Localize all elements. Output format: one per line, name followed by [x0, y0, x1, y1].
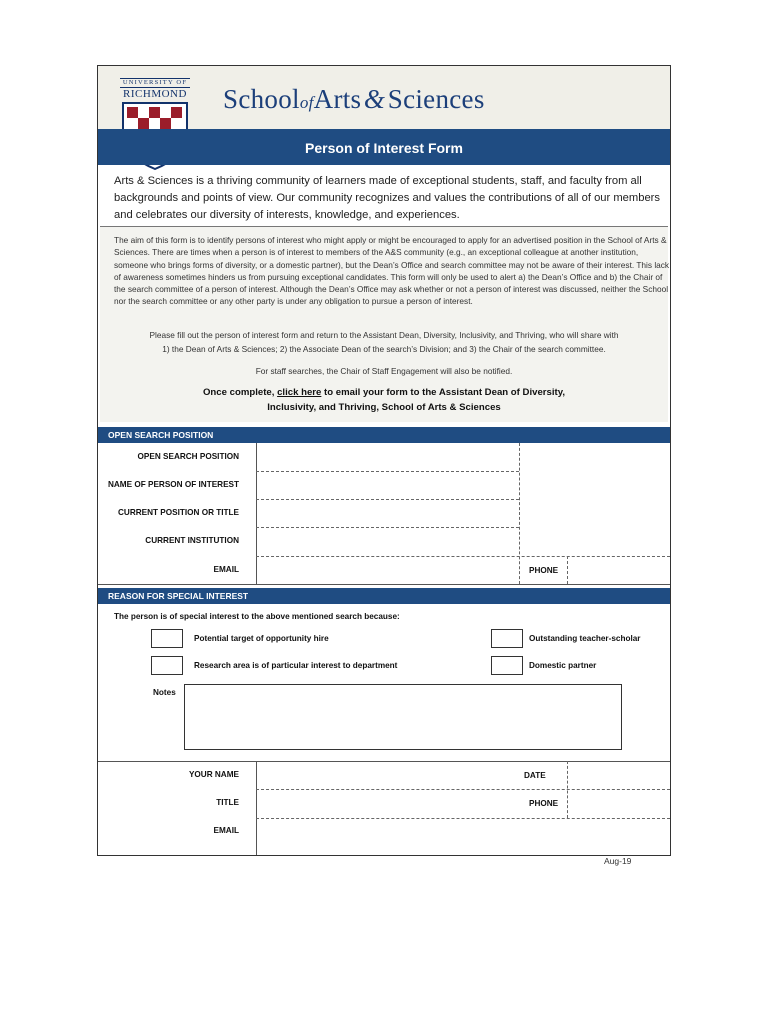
arts-word: Arts — [313, 84, 362, 114]
once-line-2: Inclusivity, and Thriving, School of Arts & Sciences — [267, 402, 501, 413]
current-position-field[interactable] — [257, 500, 518, 526]
school-of-word: of — [299, 93, 314, 112]
research-area-checkbox[interactable] — [151, 656, 183, 675]
person-name-field[interactable] — [257, 472, 518, 498]
once-suffix: to email your form to the Assistant Dean of Diversity, — [324, 387, 566, 398]
university-small-text: UNIVERSITY OF — [120, 78, 190, 88]
research-area-label: Research area is of particular interest to department — [194, 661, 398, 670]
title-field[interactable] — [257, 790, 457, 817]
teacher-scholar-label: Outstanding teacher-scholar — [529, 634, 641, 643]
submitter-email-field[interactable] — [257, 819, 669, 854]
aim-paragraph: The aim of this form is to identify persons of interest who might apply or might be encouraged to apply for an advertised position in the School of Arts & Sciences. There are times when a person is of interest to members of the A&S community (e.g., an exceptional colleague at another institution, someone who brings forms of diversity, or a domestic partner), but the Dean’s Office and search committee may not be aware of their interest. This lack of awareness sometimes hinders us from pursuing exceptional candidates. This form will only be used to alert a) the Dean’s Office and b) the Chair of the search committee of a person of interest. Although the Dean’s Office may ask whether or not a person of interest was discussed, neither the School nor the search committee or any other party is under any obligation to pursue a person of interest. — [114, 235, 670, 307]
email-field[interactable] — [257, 557, 518, 583]
phone-label: PHONE — [529, 566, 559, 575]
title-label: TITLE — [216, 798, 239, 807]
email-form-link[interactable]: click here — [277, 387, 322, 398]
email-label: EMAIL — [213, 565, 239, 574]
submitter-phone-field[interactable] — [568, 790, 669, 817]
your-name-field[interactable] — [257, 762, 457, 788]
open-search-position-label: OPEN SEARCH POSITION — [137, 452, 239, 461]
date-label: DATE — [524, 771, 546, 780]
open-search-position-field[interactable] — [257, 444, 518, 470]
ampersand: & — [363, 84, 386, 114]
university-name-text: RICHMOND — [123, 88, 187, 100]
date-field[interactable] — [568, 762, 669, 788]
current-institution-field[interactable] — [257, 528, 518, 555]
sciences-word: Sciences — [387, 84, 485, 114]
school-word: School — [223, 84, 300, 114]
section-reason-for-special-interest: REASON FOR SPECIAL INTEREST — [98, 588, 670, 604]
teacher-scholar-checkbox[interactable] — [491, 629, 523, 648]
aim-block — [100, 226, 668, 422]
revision-date: Aug-19 — [604, 856, 632, 866]
reason-lead-text: The person is of special interest to the above mentioned search because: — [114, 612, 400, 621]
submitter-phone-label: PHONE — [529, 799, 559, 808]
once-prefix: Once complete, — [202, 387, 275, 398]
row-line — [98, 584, 670, 585]
form-title: Person of Interest Form — [98, 129, 670, 165]
domestic-partner-checkbox[interactable] — [491, 656, 523, 675]
phone-field[interactable] — [568, 557, 669, 583]
please-line-2: 1) the Dean of Arts & Sciences; 2) the Associate Dean of the search’s Division; and 3) the Chair of the search committee. — [162, 343, 606, 354]
opportunity-hire-label: Potential target of opportunity hire — [194, 634, 329, 643]
please-line-1: Please fill out the person of interest form and return to the Assistant Dean, Diversity, Inclusivity, and Thriving, who will share with — [149, 330, 619, 340]
submit-instructions — [100, 385, 668, 415]
domestic-partner-label: Domestic partner — [529, 661, 597, 670]
section-open-search-position: OPEN SEARCH POSITION — [98, 427, 670, 443]
current-institution-label: CURRENT INSTITUTION — [145, 536, 239, 545]
your-name-label: YOUR NAME — [188, 770, 239, 779]
form-header — [98, 66, 670, 165]
university-logo — [120, 78, 190, 101]
please-instructions — [100, 329, 668, 356]
person-of-interest-form — [97, 65, 671, 856]
school-name — [223, 84, 485, 115]
person-name-label: NAME OF PERSON OF INTEREST — [107, 480, 239, 489]
opportunity-hire-checkbox[interactable] — [151, 629, 183, 648]
section1-right-divider — [519, 443, 520, 584]
notes-label: Notes — [153, 688, 176, 697]
intro-text: Arts & Sciences is a thriving community of learners made of exceptional students, staff, and faculty from all backgrounds and points of view. Our community recognizes and values the contributions of all of our members and celebrates our diversity of interests, knowledge, and experiences. — [114, 175, 660, 221]
staff-note: For staff searches, the Chair of Staff Engagement will also be notified. — [255, 366, 513, 376]
notes-textarea[interactable] — [184, 684, 622, 750]
current-position-label: CURRENT POSITION OR TITLE — [118, 508, 239, 517]
submitter-email-label: EMAIL — [213, 826, 239, 835]
